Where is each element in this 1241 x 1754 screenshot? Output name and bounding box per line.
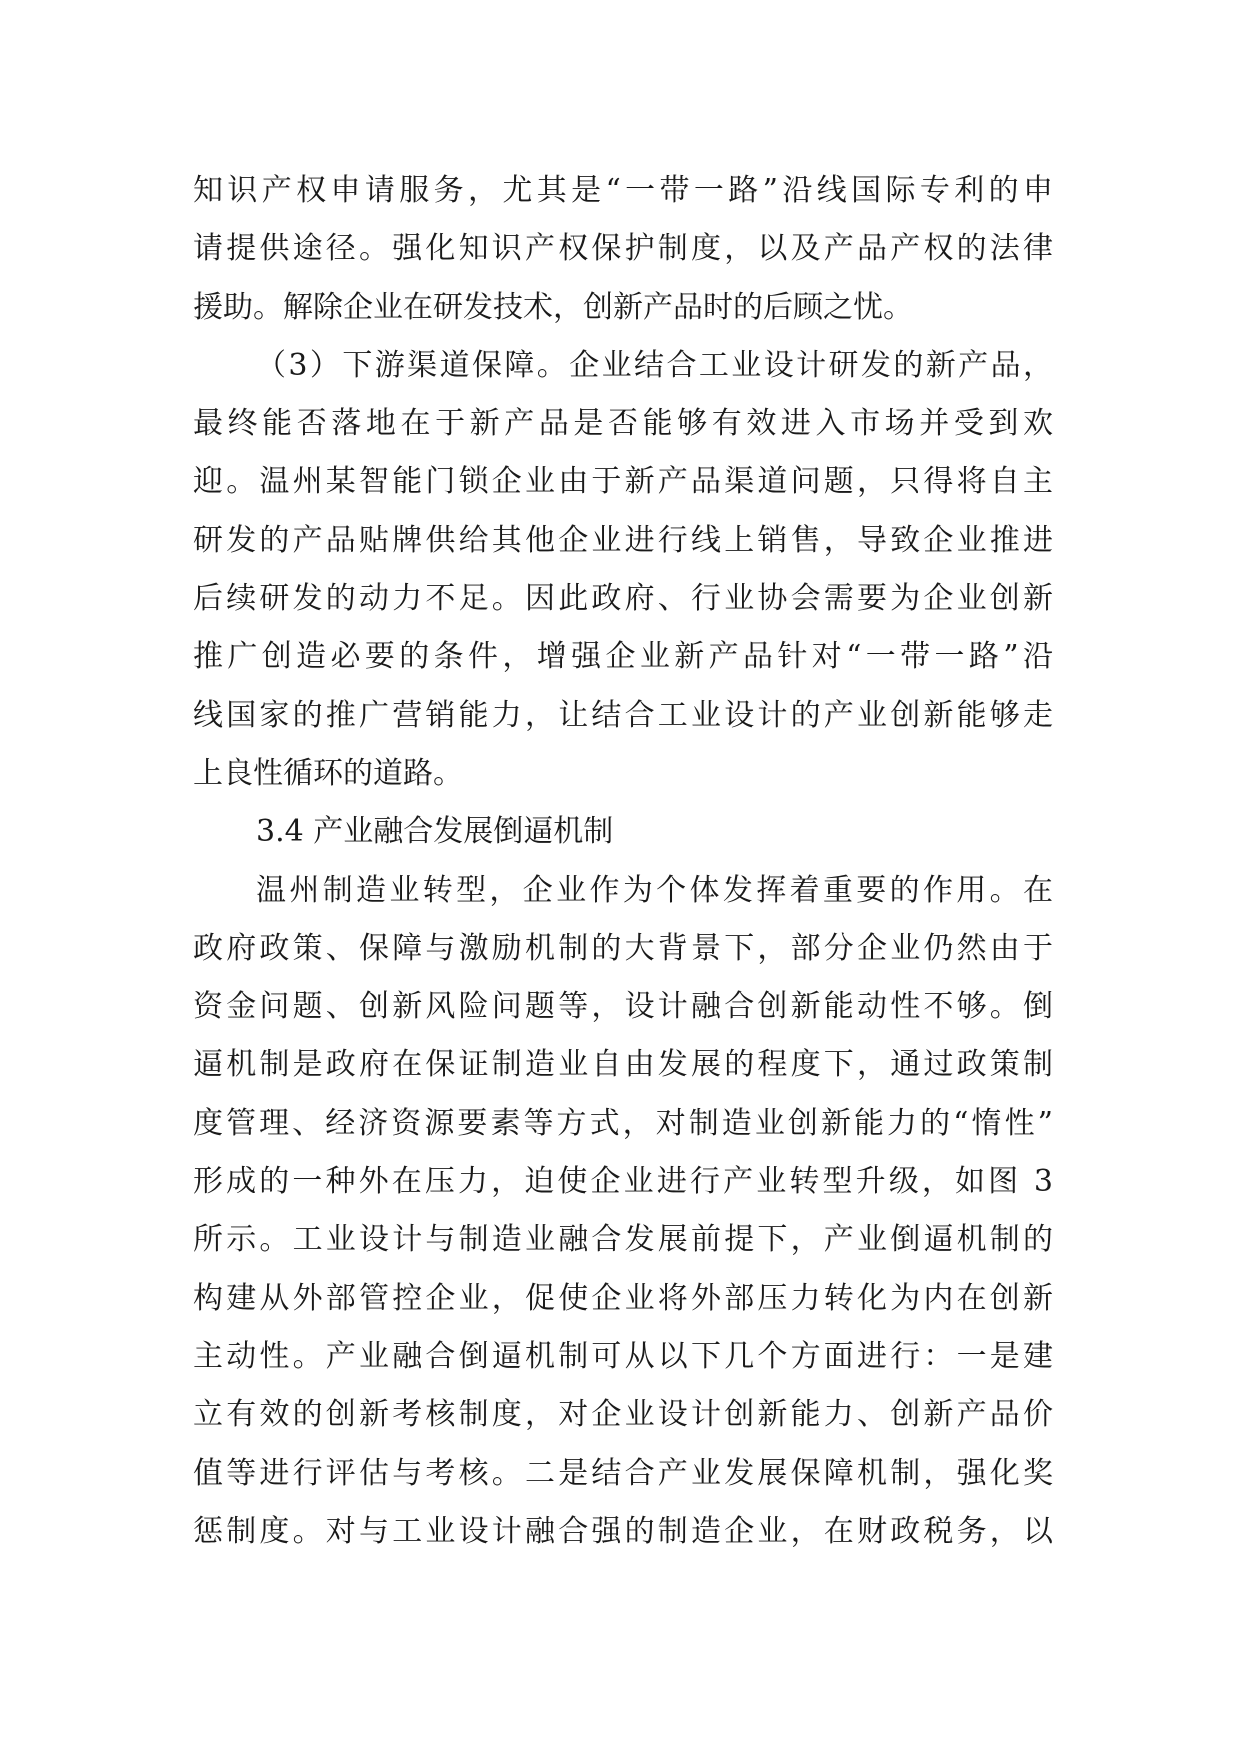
text-line: 资金问题、创新风险问题等，设计融合创新能动性不够。倒 [193, 989, 1053, 1025]
text-line: 最终能否落地在于新产品是否能够有效进入市场并受到欢 [193, 406, 1053, 442]
text-line: 值等进行评估与考核。二是结合产业发展保障机制，强化奖 [193, 1455, 1053, 1491]
text-line: 上良性循环的道路。 [193, 755, 463, 791]
text-line: （3）下游渠道保障。企业结合工业设计研发的新产品， [256, 347, 1053, 383]
text-line: 惩制度。对与工业设计融合强的制造企业，在财政税务，以 [193, 1513, 1053, 1549]
text-line: 政府政策、保障与激励机制的大背景下，部分企业仍然由于 [193, 930, 1053, 966]
text-line: 立有效的创新考核制度，对企业设计创新能力、创新产品价 [193, 1397, 1053, 1433]
text-line: 知识产权申请服务，尤其是“一带一路”沿线国际专利的申 [193, 173, 1053, 208]
text-line: 迎。温州某智能门锁企业由于新产品渠道问题，只得将自主 [193, 464, 1053, 500]
text-line: 构建从外部管控企业，促使企业将外部压力转化为内在创新 [193, 1280, 1053, 1316]
text-line: 度管理、经济资源要素等方式，对制造业创新能力的“惰性” [193, 1105, 1053, 1141]
text-line: 援助。解除企业在研发技术，创新产品时的后顾之忧。 [193, 289, 913, 325]
text-line: 所示。工业设计与制造业融合发展前提下，产业倒逼机制的 [193, 1222, 1053, 1258]
text-line: 逼机制是政府在保证制造业自由发展的程度下，通过政策制 [193, 1047, 1053, 1083]
text-line: 请提供途径。强化知识产权保护制度，以及产品产权的法律 [193, 231, 1053, 267]
text-line: 后续研发的动力不足。因此政府、行业协会需要为企业创新 [193, 581, 1053, 617]
text-line: 线国家的推广营销能力，让结合工业设计的产业创新能够走 [193, 697, 1053, 733]
body-text [193, 162, 1053, 1561]
text-line: 推广创造必要的条件，增强企业新产品针对“一带一路”沿 [193, 639, 1053, 675]
text-line: 温州制造业转型，企业作为个体发挥着重要的作用。在 [256, 872, 1053, 908]
text-line: 形成的一种外在压力，迫使企业进行产业转型升级，如图 3 [193, 1164, 1053, 1200]
text-line: 主动性。产业融合倒逼机制可从以下几个方面进行：一是建 [193, 1338, 1053, 1374]
text-line: 研发的产品贴牌供给其他企业进行线上销售，导致企业推进 [193, 522, 1053, 558]
section-heading: 3.4 产业融合发展倒逼机制 [256, 814, 614, 850]
